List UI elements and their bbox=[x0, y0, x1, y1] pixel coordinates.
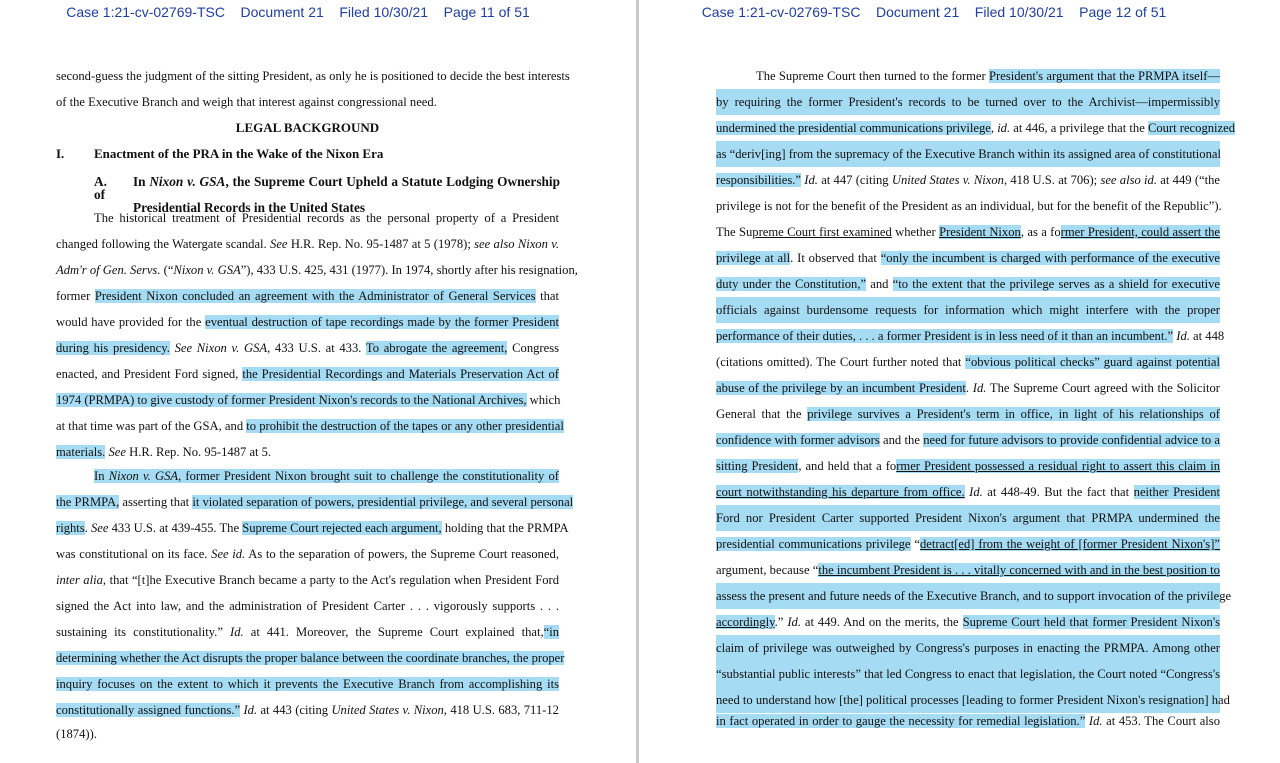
text-line: Adm'r of Gen. Servs. (“Nixon v. GSA”), 433 U.S. 425, 431 (1977). In 1974, shortly after his resignation, bbox=[56, 263, 578, 277]
text-line: inquiry focuses on the extent to which it prevents the Executive Branch from accomplishing its bbox=[56, 677, 559, 691]
text-line: accordingly.” Id. at 449. And on the merits, the Supreme Court held that former President Nixon's bbox=[716, 615, 1221, 629]
text-line: In Nixon v. GSA, former President Nixon brought suit to challenge the constitutionality of bbox=[94, 469, 559, 483]
text-line: officials against burdensome requests for information which might interfere with the proper bbox=[716, 297, 1220, 323]
text-line: presidential communications privilege “detract[ed] from the weight of [former President Nixon's]” bbox=[716, 537, 1220, 551]
text-line: as “deriv[ing] from the supremacy of the Executive Branch within its assigned area of constitutional bbox=[716, 141, 1220, 167]
text-line: need to understand how [the] political processes [leading to former President Nixon's resignation] had bbox=[716, 687, 1220, 713]
text-line: responsibilities.” Id. at 447 (citing United States v. Nixon, 418 U.S. at 706); see also id. at 449 (“the bbox=[716, 173, 1220, 187]
text-line: constitutionally assigned functions.” Id. at 443 (citing United States v. Nixon, 418 U.S. 683, 711-12 bbox=[56, 703, 559, 717]
pdf-page-12 bbox=[639, 0, 1280, 763]
text-line: confidence with former advisors and the need for future advisors to provide confidential advice to a bbox=[716, 433, 1220, 447]
text-line: sitting President, and held that a former President possessed a residual right to assert this claim in bbox=[716, 459, 1220, 473]
text-line: argument, because “the incumbent President is . . . vitally concerned with and in the best position to bbox=[716, 563, 1220, 577]
text-line: was constitutional on its face. See id. As to the separation of powers, the Supreme Court reasoned, bbox=[56, 547, 559, 561]
section-heading: LEGAL BACKGROUND bbox=[235, 120, 380, 135]
text-line: undermined the presidential communications privilege, id. at 446, a privilege that the Court recognized bbox=[716, 121, 1236, 135]
text-line: “substantial public interests” that led Congress to enact that legislation, the Court noted “Congress's bbox=[716, 661, 1220, 687]
section-subheading: I. Enactment of the PRA in the Wake of the Nixon Era bbox=[56, 146, 384, 161]
text-line: changed following the Watergate scandal. See H.R. Rep. No. 95-1487 at 5 (1978); see also Nixon v. bbox=[56, 237, 560, 251]
pdf-page-11 bbox=[0, 0, 636, 763]
text-line: materials. See H.R. Rep. No. 95-1487 at 5. bbox=[56, 445, 272, 459]
text-line: sustaining its constitutionality.” Id. at 441. Moreover, the Supreme Court explained that,“in bbox=[56, 625, 559, 639]
text-line: performance of their duties, . . . a former President is in less need of it than an incumbent.” Id. at 448 bbox=[716, 329, 1225, 343]
text-line: (citations omitted). The Court further noted that “obvious political checks” guard against potential bbox=[716, 355, 1221, 369]
text-line: second-guess the judgment of the sitting President, as only he is positioned to decide the best interests bbox=[56, 69, 570, 83]
text-line: signed the Act into law, and the administration of President Carter . . . vigorously supports . . . bbox=[56, 599, 559, 613]
text-line: at that time was part of the GSA, and to prohibit the destruction of the tapes or any other presidential bbox=[56, 419, 564, 433]
page-header: Case 1:21-cv-02769-TSC Document 21 Filed 10/30/21 Page 12 of 51 bbox=[701, 4, 1167, 20]
text-line: privilege is not for the benefit of the President as an individual, but for the benefit of the Republic”). bbox=[716, 199, 1222, 213]
text-line: determining whether the Act disrupts the proper balance between the coordinate branches, the proper bbox=[56, 651, 565, 665]
text-line: the PRMPA, asserting that it violated separation of powers, presidential privilege, and several personal bbox=[56, 495, 574, 509]
text-line: rights. See 433 U.S. at 439-455. The Supreme Court rejected each argument, holding that the PRMPA bbox=[56, 521, 569, 535]
text-line: The Supreme Court then turned to the former President's argument that the PRMPA itself— bbox=[756, 69, 1220, 83]
text-line: assess the present and future needs of the Executive Branch, and to support invocation of the privilege bbox=[716, 583, 1220, 609]
text-line: duty under the Constitution,” and “to the extent that the privilege serves as a shield for executive bbox=[716, 277, 1221, 291]
text-line: former President Nixon concluded an agreement with the Administrator of General Services that bbox=[56, 289, 559, 303]
text-line: abuse of the privilege by an incumbent President. Id. The Supreme Court agreed with the Solicitor bbox=[716, 381, 1220, 395]
text-line: of the Executive Branch and weigh that interest against congressional need. bbox=[56, 95, 437, 109]
text-line: (1874)). bbox=[56, 727, 97, 741]
text-line: by requiring the former President's records to be turned over to the Archivist—impermissibly bbox=[716, 89, 1220, 115]
subsection-heading: A. In Nixon v. GSA, the Supreme Court Upheld a Statute Lodging Ownership of Presidential Records in the United States bbox=[94, 174, 560, 215]
text-line: during his presidency. See Nixon v. GSA, 433 U.S. at 433. To abrogate the agreement, Congress bbox=[56, 341, 560, 355]
text-line: privilege at all. It observed that “only the incumbent is charged with performance of the executive bbox=[716, 251, 1221, 265]
text-line: inter alia, that “[t]he Executive Branch became a party to the Act's regulation when President Ford bbox=[56, 573, 559, 587]
text-line: enacted, and President Ford signed, the Presidential Recordings and Materials Preservation Act of bbox=[56, 367, 559, 381]
text-line: claim of privilege was outweighed by Congress's purposes in enacting the PRMPA. Among other bbox=[716, 635, 1220, 661]
text-line: The Supreme Court first examined whether President Nixon, as a former President, could assert the bbox=[716, 225, 1220, 239]
text-line: court notwithstanding his departure from office. Id. at 448-49. But the fact that neither President bbox=[716, 485, 1220, 499]
text-line: Ford nor President Carter supported President Nixon's argument that PRMPA undermined the bbox=[716, 505, 1220, 531]
text-line: in fact operated in order to gauge the necessity for remedial legislation.” Id. at 453. The Court also bbox=[716, 714, 1220, 728]
text-line: The historical treatment of Presidential records as the personal property of a President bbox=[94, 211, 559, 225]
text-line: 1974 (PRMPA) to give custody of former President Nixon's records to the National Archives, which bbox=[56, 393, 561, 407]
page-header: Case 1:21-cv-02769-TSC Document 21 Filed 10/30/21 Page 11 of 51 bbox=[66, 4, 530, 20]
text-line: would have provided for the eventual destruction of tape recordings made by the former President bbox=[56, 315, 559, 329]
text-line: General that the privilege survives a President's term in office, in light of his relationships of bbox=[716, 407, 1220, 421]
